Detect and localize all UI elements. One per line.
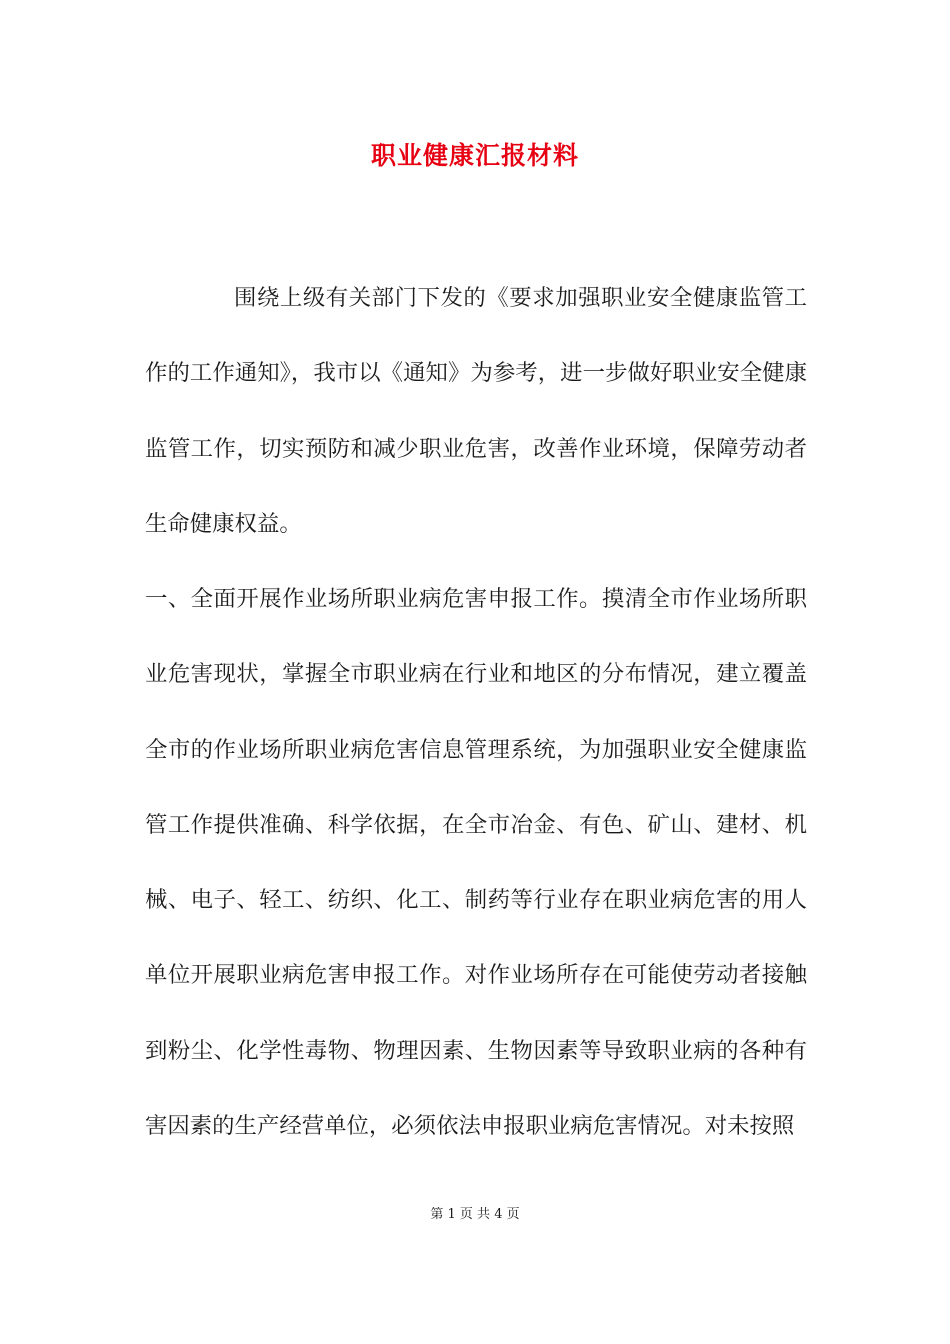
- document-title: 职业健康汇报材料: [370, 141, 579, 170]
- paragraph-section-one: 一、全面开展作业场所职业病危害申报工作。摸清全市作业场所职业危害现状，掌握全市职业病在行业和地区的分布情况，建立覆盖全市的作业场所职业病危害信息管理系统，为加强职业安全健康监管工作提供准确、科学依据，在全市冶金、有色、矿山、建材、机械、电子、轻工、纺织、化工、制药等行业存在职业病危害的用人单位开展职业病危害申报工作。对作业场所存在可能使劳动者接触到粉尘、化学性毒物、物理因素、生物因素等导致职业病的各种有害因素的生产经营单位，必须依法申报职业病危害情况。对未按照: [145, 586, 807, 1140]
- page-number-footer: 第 1 页 共 4 页: [430, 1207, 520, 1222]
- paragraph-intro: 围绕上级有关部门下发的《要求加强职业安全健康监管工作的工作通知》，我市以《通知》为参考，进一步做好职业安全健康监管工作，切实预防和减少职业危害，改善作业环境，保障劳动者生命健康权益。: [145, 285, 807, 537]
